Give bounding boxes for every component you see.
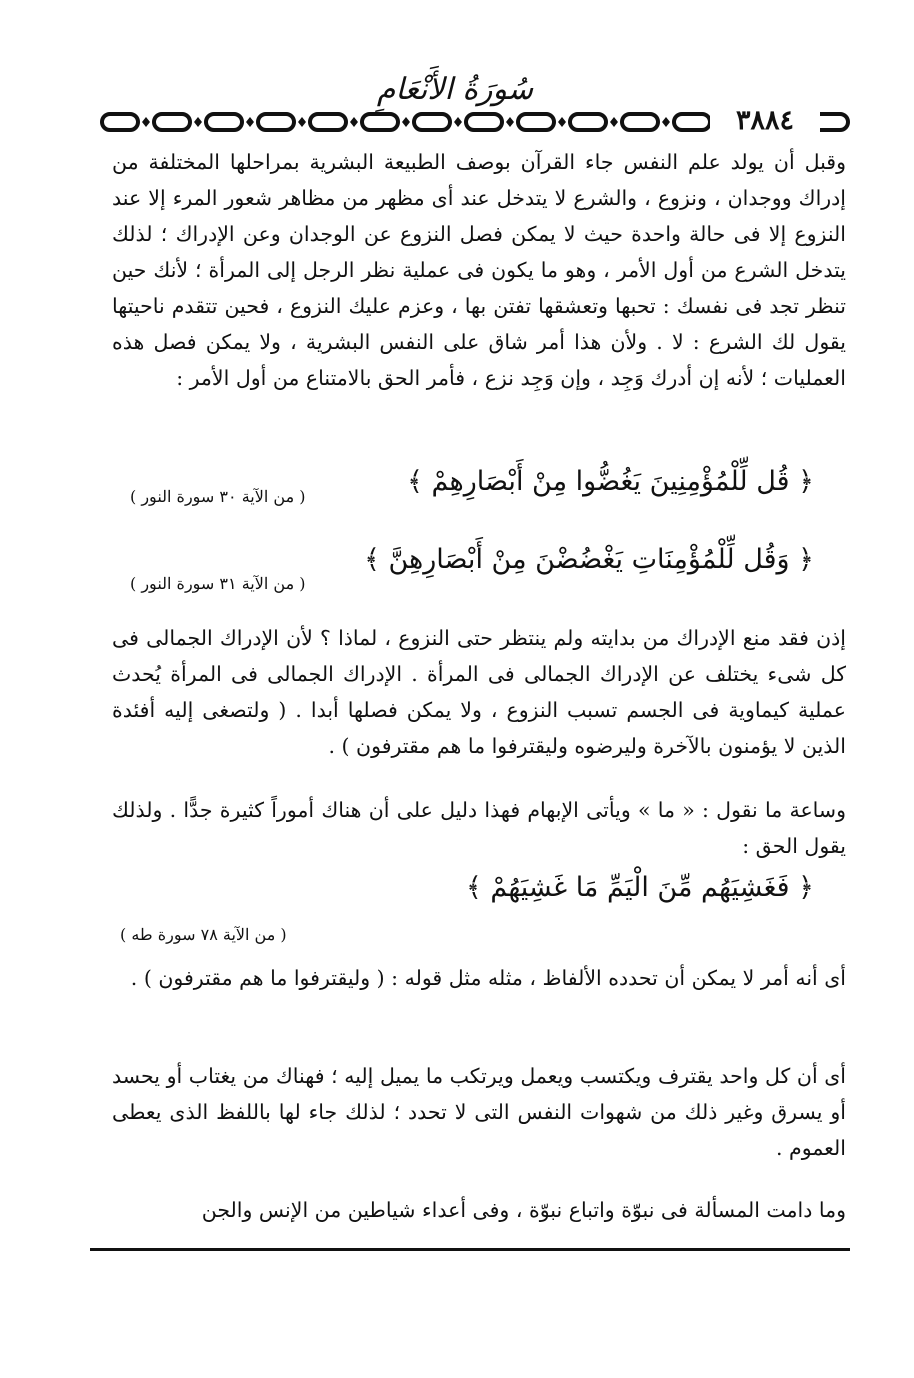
footer-rule: [90, 1248, 850, 1251]
paragraph-text: إذن فقد منع الإدراك من بدايته ولم ينتظر حتى النزوع ، لماذا ؟ لأن الإدراك الجمالى فى كل شىء يختلف عن الإدراك الجمالى فى المرأة . الإدراك الجمالى فى المرأة يُحدث عملية كيماوية فى الجسم تسبب النزوع ، ولا يمكن فصلها أبدا . ( ولتصغى إليه أفئدة الذين لا يؤمنون بالآخرة وليرضوه وليقترفوا ما هم مقترفون ) .: [112, 626, 846, 758]
paragraph-6: [112, 1192, 846, 1228]
verse-reference-2: ( من الآية ٣١ سورة النور ): [130, 574, 306, 593]
paragraph-text: أى أن كل واحد يقترف ويكتسب ويعمل ويرتكب ما يميل إليه ؛ فهناك من يغتاب أو يحسد أو يسرق وغير ذلك من شهوات النفس التى لا تحدد ؛ لذلك جاء لها باللفظ الذى يعطى العموم .: [112, 1064, 846, 1160]
paragraph-text: أى أنه أمر لا يمكن أن تحدده الألفاظ ، مثله مثل قوله : ( وليقترفوا ما هم مقترفون ) .: [130, 966, 846, 990]
paragraph-3: [112, 792, 846, 864]
quran-verse-2: ﴿ وَقُل لِّلْمُؤْمِنَاتِ يَغْضُضْنَ مِنْ أَبْصَارِهِنَّ ﴾: [364, 544, 814, 575]
verse-reference-1: ( من الآية ٣٠ سورة النور ): [130, 487, 306, 506]
paragraph-2: [112, 620, 846, 764]
paragraph-text: وقبل أن يولد علم النفس جاء القرآن بوصف الطبيعة البشرية بمراحلها المختلفة من إدراك ووجدان ، ونزوع ، والشرع لا يتدخل عند أى مظهر من مظاهر شعور المرء إلا عند النزوع إلا فى حالة واحدة حيث لا يمكن فصل النزوع عن الوجدان وعن الإدراك ؛ لذلك يتدخل الشرع من أول الأمر ، وهو ما يكون فى عملية نظر الرجل إلى المرأة ؛ لأنك حين تنظر تجد فى نفسك : تحبها وتعشقها تفتن بها ، وعزم عليك النزوع ، فحين تتقدم ناحيتها يقول لك الشرع : لا . ولأن هذا أمر شاق على النفس البشرية ، ولا يمكن فصل هذه العمليات ؛ لأنه إن أدرك وَجِد ، وإن وَجِد نزع ، فأمر الحق بالامتناع من أول الأمر :: [112, 150, 846, 390]
paragraph-4: [112, 960, 846, 996]
quran-verse-1: ﴿ قُل لِّلْمُؤْمِنِينَ يَغُضُّوا مِنْ أَبْصَارِهِمْ ﴾: [407, 466, 814, 497]
paragraph-text: وما دامت المسألة فى نبوّة واتباع نبوّة ، وفى أعداء شياطين من الإنس والجن: [201, 1198, 846, 1222]
quran-verse-3: ﴿ فَغَشِيَهُم مِّنَ الْيَمِّ مَا غَشِيَهُمْ ﴾: [465, 872, 814, 903]
paragraph-1: [112, 144, 846, 396]
verse-reference-3: ( من الآية ٧٨ سورة طه ): [120, 925, 287, 944]
paragraph-text: وساعة ما نقول : « ما » ويأتى الإبهام فهذا دليل على أن هناك أموراً كثيرة جدًّا . ولذلك يقول الحق :: [112, 798, 846, 858]
paragraph-5: [112, 1058, 846, 1166]
surah-title: سُورَةُ الأَنْعَامِ: [376, 72, 534, 107]
page-number: ٣٨٨٤: [710, 106, 820, 136]
